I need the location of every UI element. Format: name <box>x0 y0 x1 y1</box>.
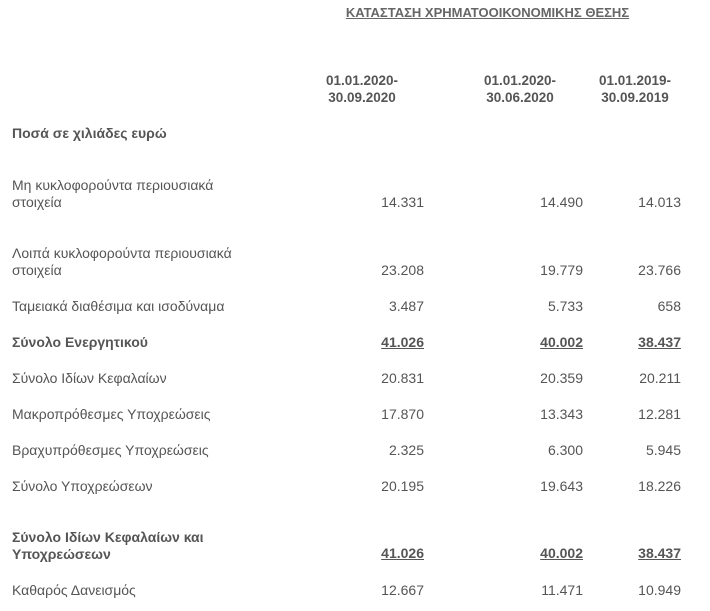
unit-label: Ποσά σε χιλιάδες ευρώ <box>12 125 167 141</box>
column-header-2 <box>460 72 580 106</box>
row-3-value-1: 41.026 <box>381 334 424 350</box>
row-label-total-equity: Σύνολο Ιδίων Κεφαλαίων <box>12 370 167 386</box>
row-3-value-2: 40.002 <box>540 334 583 350</box>
row-label-non-current-assets: Μη κυκλοφορούντα περιουσιακά στοιχεία <box>12 177 214 210</box>
row-9-value-2: 11.471 <box>541 582 583 598</box>
row-8-value-1: 41.026 <box>381 545 424 561</box>
row-8-value-3: 38.437 <box>638 545 681 561</box>
column-header-3-line1: 01.01.2019- <box>598 73 672 88</box>
row-7-value-3: 18.226 <box>638 478 681 494</box>
row-4-value-1: 20.831 <box>381 370 424 386</box>
row-6-value-3: 5.945 <box>645 442 681 458</box>
row-label-total-equity-and-liabilities: Σύνολο Ιδίων Κεφαλαίων και Υποχρεώσεων <box>12 529 204 562</box>
column-header-3-line2: 30.09.2019 <box>601 90 669 105</box>
row-9-value-1: 12.667 <box>381 582 424 598</box>
row-2-value-2: 5.733 <box>547 298 583 314</box>
row-label-net-debt: Καθαρός Δανεισμός <box>12 582 136 598</box>
row-5-value-3: 12.281 <box>638 406 681 422</box>
row-1-value-1: 23.208 <box>381 262 424 278</box>
row-0-value-1: 14.331 <box>381 194 424 210</box>
row-1-value-2: 19.779 <box>540 262 583 278</box>
row-5-value-1: 17.870 <box>381 406 424 422</box>
row-4-value-3: 20.211 <box>639 370 681 386</box>
row-2-value-1: 3.487 <box>388 298 424 314</box>
column-header-3 <box>575 72 695 106</box>
row-label-long-term-liabilities: Μακροπρόθεσμες Υποχρεώσεις <box>12 406 211 422</box>
row-6-value-2: 6.300 <box>547 442 583 458</box>
row-5-value-2: 13.343 <box>540 406 583 422</box>
row-label-short-term-liabilities: Βραχυπρόθεσμες Υποχρεώσεις <box>12 442 209 458</box>
row-label-total-liabilities: Σύνολο Υποχρεώσεων <box>12 478 153 494</box>
row-8-value-2: 40.002 <box>540 545 583 561</box>
row-label-other-current-assets: Λοιπά κυκλοφορούντα περιουσιακά στοιχεία <box>12 245 232 278</box>
row-1-value-3: 23.766 <box>638 262 681 278</box>
column-header-1-line1: 01.01.2020- <box>325 73 399 88</box>
row-2-value-3: 658 <box>657 298 681 314</box>
row-4-value-2: 20.359 <box>540 370 583 386</box>
column-header-1-line2: 30.09.2020 <box>328 90 396 105</box>
row-7-value-1: 20.195 <box>381 478 424 494</box>
statement-title: ΚΑΤΑΣΤΑΣΗ ΧΡΗΜΑΤΟΟΙΚΟΝΟΜΙΚΗΣ ΘΕΣΗΣ <box>345 5 630 20</box>
row-label-cash: Ταμειακά διαθέσιμα και ισοδύναμα <box>12 298 225 314</box>
column-header-2-line2: 30.06.2020 <box>486 90 554 105</box>
row-9-value-3: 10.949 <box>638 582 681 598</box>
row-0-value-3: 14.013 <box>638 194 681 210</box>
column-header-1 <box>302 72 422 106</box>
row-3-value-3: 38.437 <box>638 334 681 350</box>
row-0-value-2: 14.490 <box>540 194 583 210</box>
row-6-value-1: 2.325 <box>388 442 424 458</box>
row-label-total-assets: Σύνολο Ενεργητικού <box>12 334 148 350</box>
row-7-value-2: 19.643 <box>540 478 583 494</box>
column-header-2-line1: 01.01.2020- <box>483 73 557 88</box>
